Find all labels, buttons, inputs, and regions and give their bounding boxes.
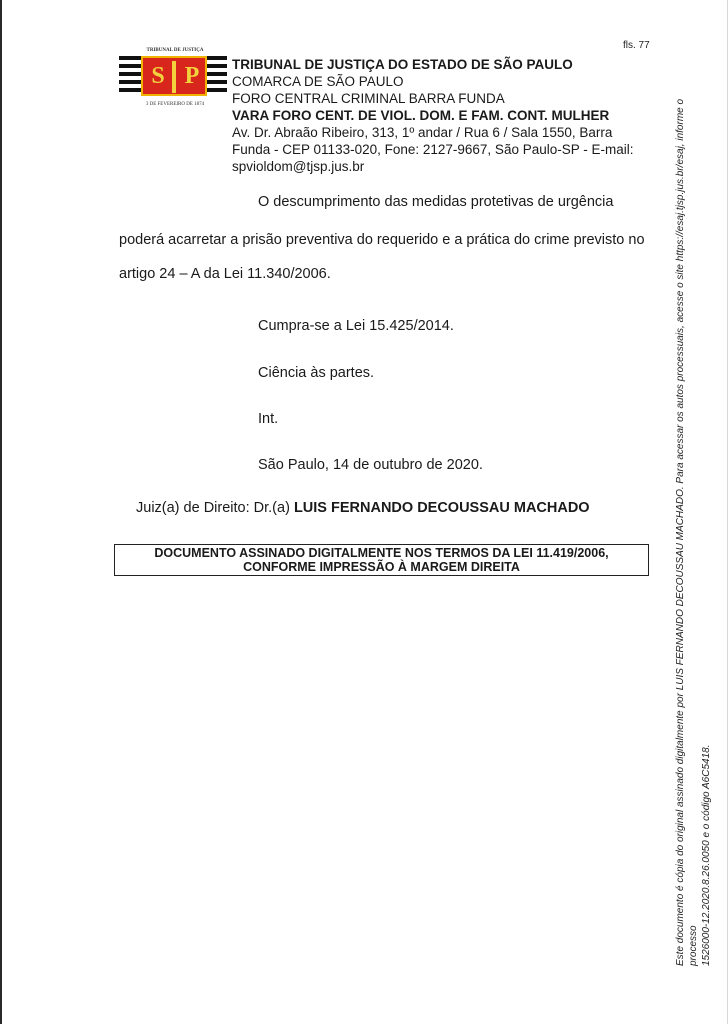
page-number: fls. 77 xyxy=(623,40,650,51)
paragraph-line-3: artigo 24 – A da Lei 11.340/2006. xyxy=(119,266,331,282)
seal-letter-p: P xyxy=(184,63,200,89)
seal-bottom-text: 3 DE FEVEREIRO DE 1874 xyxy=(145,102,205,107)
header-address-line2: Funda - CEP 01133-020, Fone: 2127-9667, São Paulo-SP - E-mail: xyxy=(232,142,634,157)
judge-role: Juiz(a) de Direito: Dr.(a) xyxy=(136,500,294,516)
margin-note-line-2: 1526000-12.2020.8.26.0050 e o código A6C5418. xyxy=(701,744,712,966)
int-line: Int. xyxy=(258,411,279,427)
header-forum: FORO CENTRAL CRIMINAL BARRA FUNDA xyxy=(232,91,505,106)
seal-shield xyxy=(141,56,207,96)
seal-sword-icon xyxy=(172,61,176,93)
digital-signature-notice xyxy=(114,544,649,576)
cumpra-se-line: Cumpra-se a Lei 15.425/2014. xyxy=(258,318,454,334)
ciencia-line: Ciência às partes. xyxy=(258,365,375,381)
paragraph-line-1: O descumprimento das medidas protetivas de urgência xyxy=(258,194,614,210)
header-address-line1: Av. Dr. Abraão Ribeiro, 313, 1º andar / Rua 6 / Sala 1550, Barra xyxy=(232,125,613,140)
notice-line-1: DOCUMENTO ASSINADO DIGITALMENTE NOS TERMOS DA LEI 11.419/2006, xyxy=(154,546,609,560)
judge-name: LUIS FERNANDO DECOUSSAU MACHADO xyxy=(293,500,590,516)
margin-note-line-1: Este documento é cópia do original assinado digitalmente por LUIS FERNANDO DECOUSSAU MACHADO. Para acessar os autos processuais, acesse o site https://esaj.tjsp.jus.br/esaj, informe o processo xyxy=(675,98,699,966)
court-header xyxy=(232,56,652,175)
date-line: São Paulo, 14 de outubro de 2020. xyxy=(258,457,483,473)
header-email: spvioldom@tjsp.jus.br xyxy=(232,159,365,174)
seal-letter-s: S xyxy=(151,63,165,89)
judge-signature-line xyxy=(136,500,590,516)
notice-line-2: CONFORME IMPRESSÃO À MARGEM DIREITA xyxy=(243,560,520,574)
paragraph-line-2: poderá acarretar a prisão preventiva do requerido e a prática do crime previsto no xyxy=(119,232,645,248)
seal-top-text: TRIBUNAL DE JUSTIÇA xyxy=(146,48,204,53)
header-court-division: VARA FORO CENT. DE VIOL. DOM. E FAM. CONT. MULHER xyxy=(232,108,610,123)
header-court-name: TRIBUNAL DE JUSTIÇA DO ESTADO DE SÃO PAULO xyxy=(232,57,573,72)
header-district: COMARCA DE SÃO PAULO xyxy=(232,74,404,89)
court-seal-logo xyxy=(119,48,227,110)
